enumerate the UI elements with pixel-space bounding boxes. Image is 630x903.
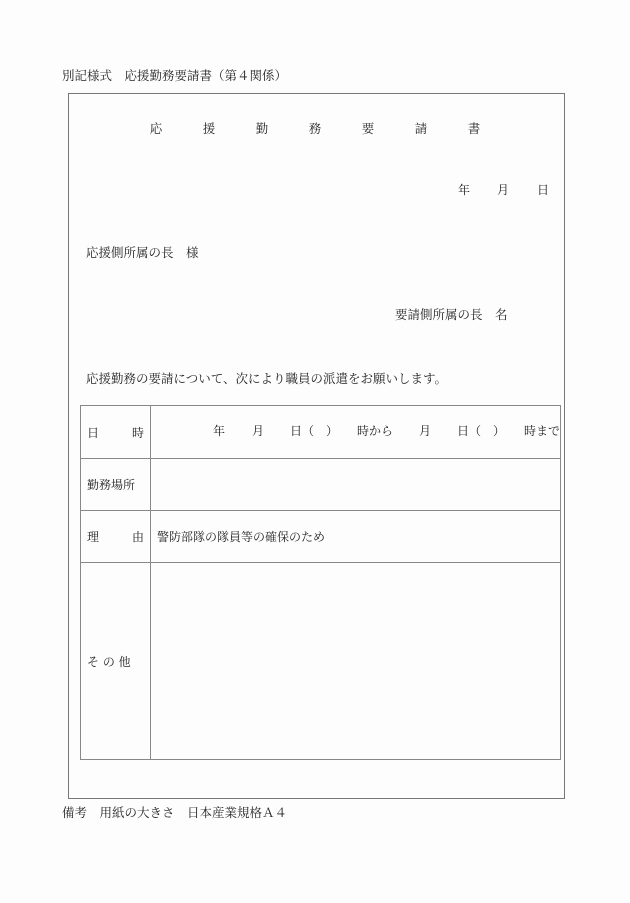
start-day: 日（ ） xyxy=(290,424,339,438)
label-datetime xyxy=(81,406,151,459)
table-row-other xyxy=(81,563,561,760)
label-other: そ の 他 xyxy=(81,563,151,760)
start-month: 月 xyxy=(252,424,265,438)
form-label: 別記様式 応援勤務要請書（第４関係） xyxy=(62,68,288,83)
label-char: 理 xyxy=(87,530,100,544)
table-row-datetime xyxy=(81,406,561,459)
label-location: 勤務場所 xyxy=(81,459,151,511)
document-title: 応 援 勤 務 要 請 書 xyxy=(149,121,495,136)
table-row-location xyxy=(81,459,561,511)
sender-line: 要請側所属の長 名 xyxy=(395,307,508,322)
date-year: 年 xyxy=(458,183,471,197)
date-day: 日 xyxy=(537,183,550,197)
start-year: 年 xyxy=(213,424,226,438)
value-datetime[interactable] xyxy=(151,406,561,459)
value-location[interactable] xyxy=(151,459,561,511)
start-hour: 時から xyxy=(357,424,394,438)
label-char: 日 xyxy=(87,425,100,440)
label-reason xyxy=(81,511,151,563)
value-other[interactable] xyxy=(151,563,561,760)
footer-note: 備考 用紙の大きさ 日本産業規格Ａ４ xyxy=(62,805,288,820)
request-details-table xyxy=(80,405,561,760)
label-char: 時 xyxy=(131,425,144,440)
table-row-reason xyxy=(81,511,561,563)
recipient-line: 応援側所属の長 様 xyxy=(86,245,199,260)
end-hour: 時まで xyxy=(524,424,561,438)
end-day: 日（ ） xyxy=(457,424,506,438)
end-month: 月 xyxy=(419,424,432,438)
label-char: 由 xyxy=(131,530,144,544)
request-body-text: 応援勤務の要請について、次により職員の派遣をお願いします。 xyxy=(86,371,448,386)
date-month: 月 xyxy=(497,183,510,197)
value-reason[interactable]: 警防部隊の隊員等の確保のため xyxy=(151,511,561,563)
